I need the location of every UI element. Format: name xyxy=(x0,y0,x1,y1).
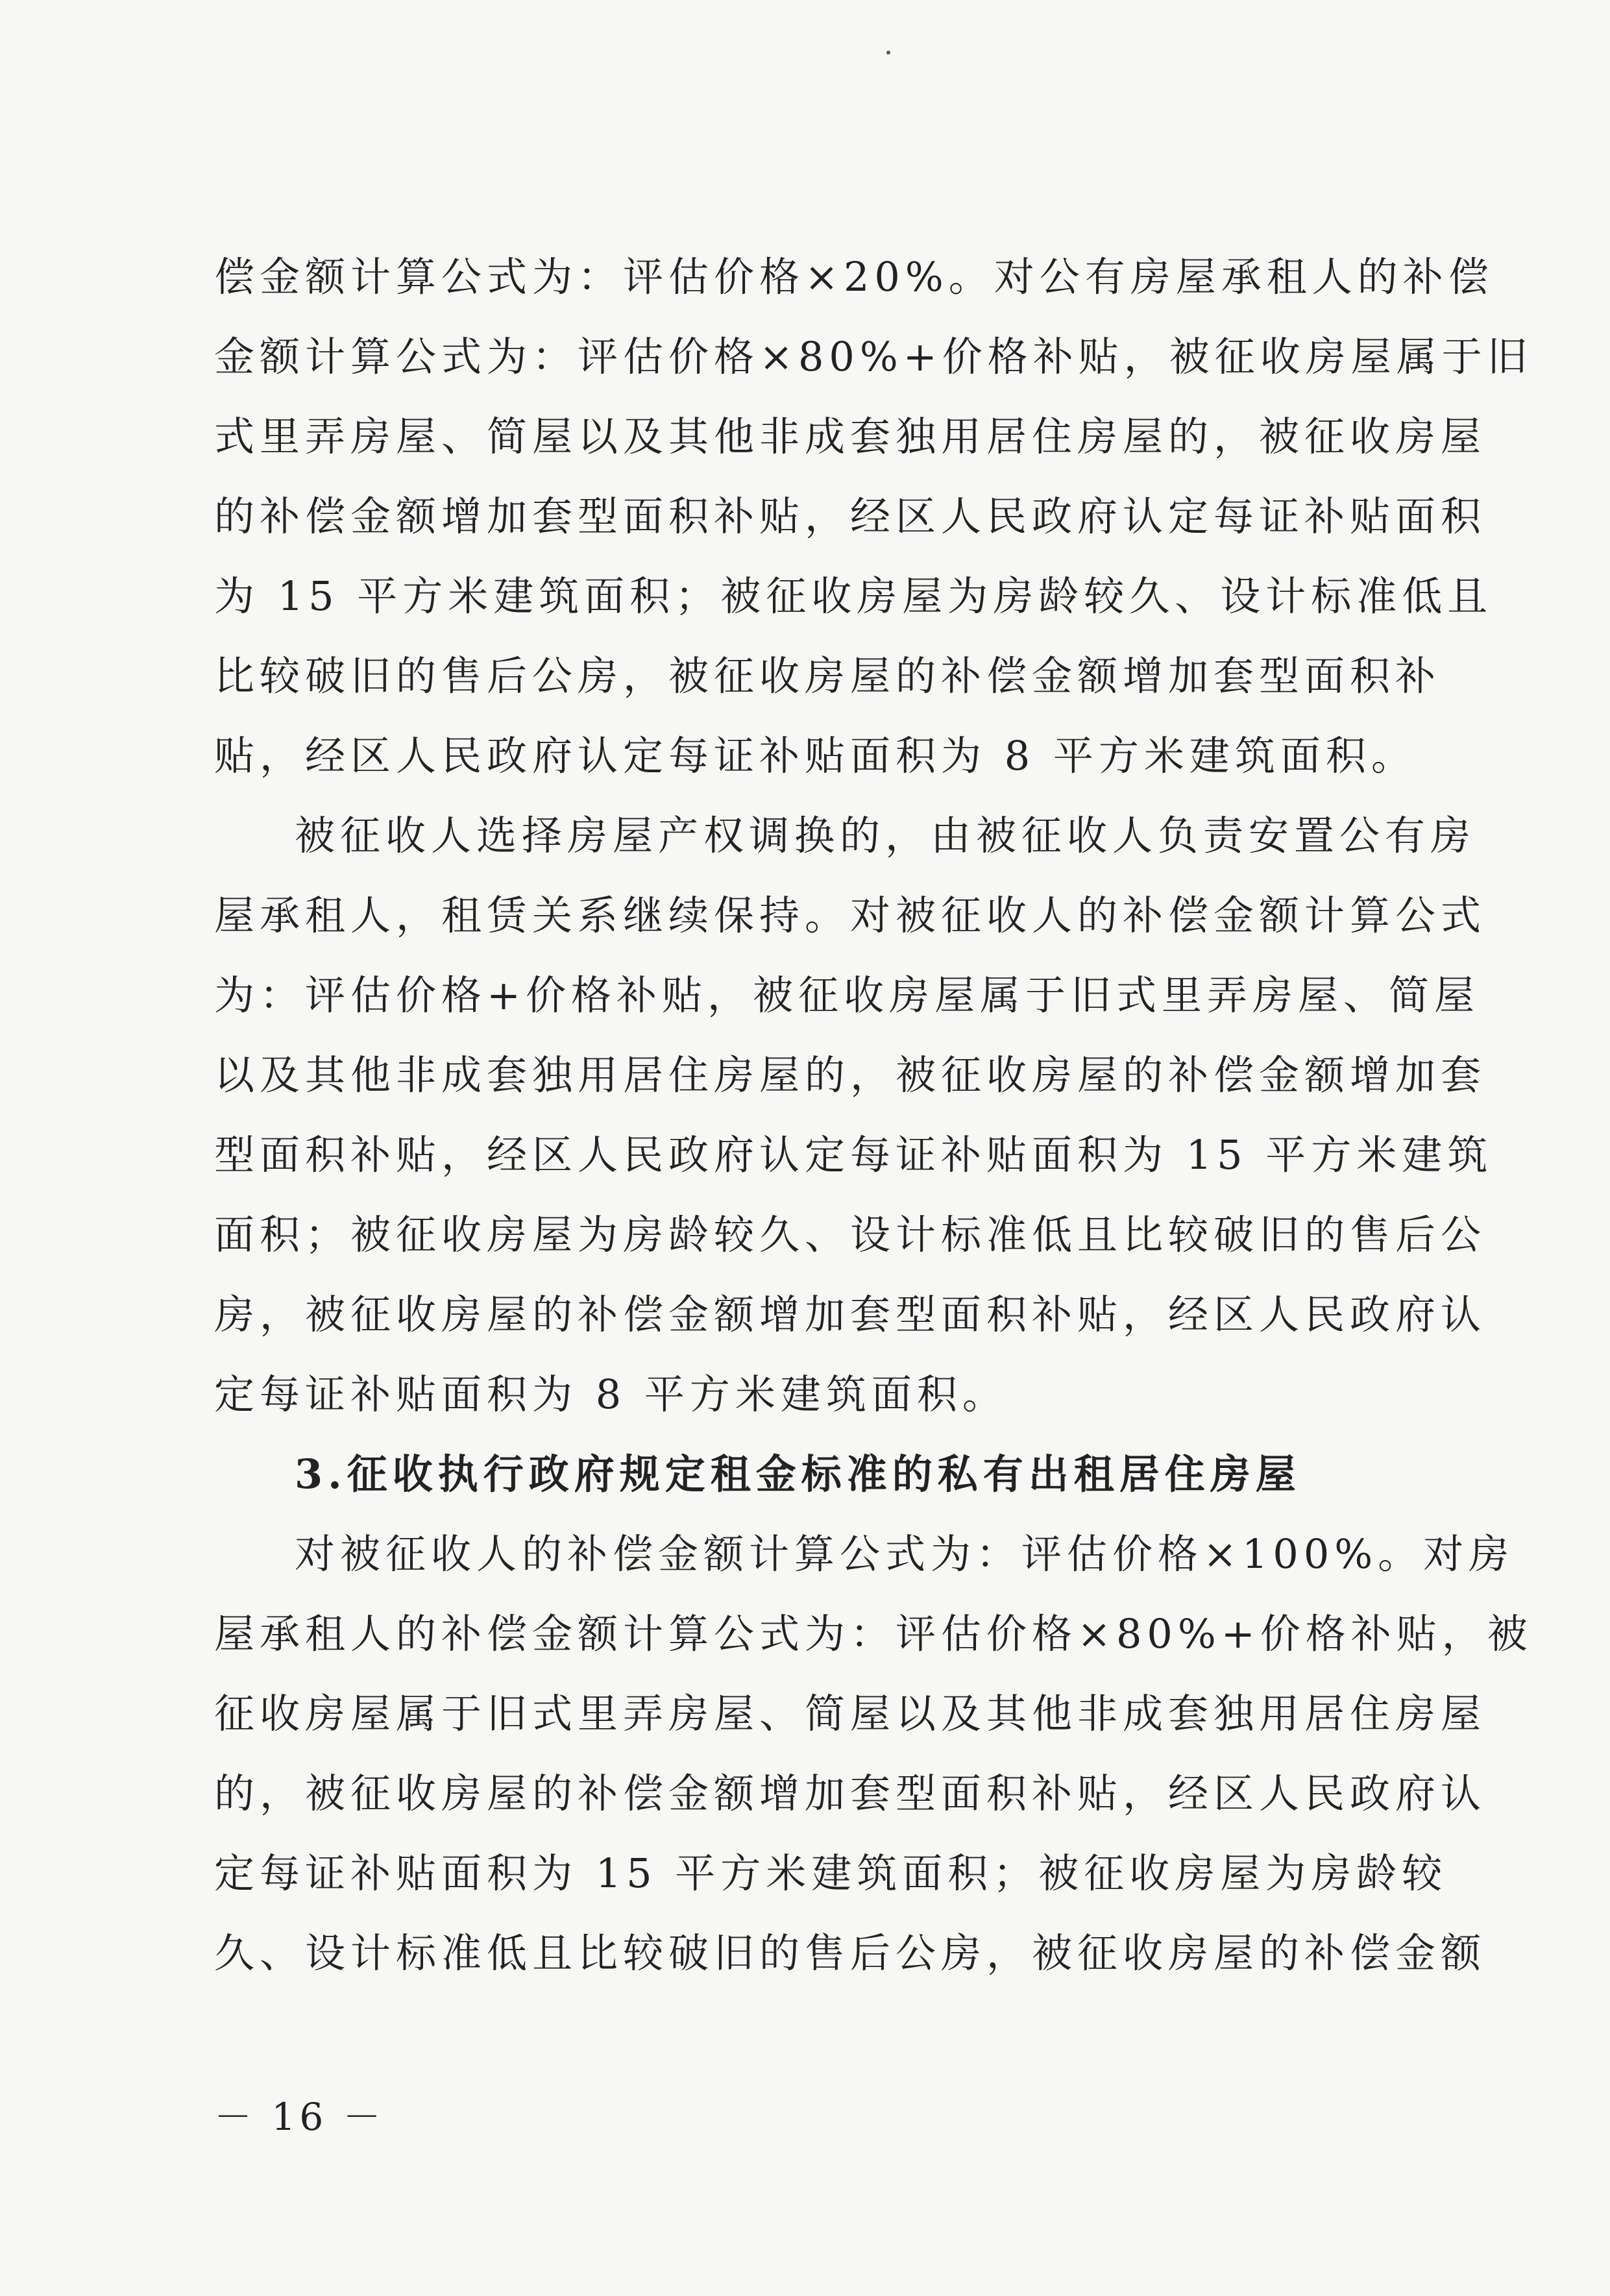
paragraph-line: 为：评估价格+价格补贴，被征收房屋属于旧式里弄房屋、简屋 xyxy=(214,971,1480,1019)
paragraph-line: 屋承租人，租赁关系继续保持。对被征收人的补偿金额计算公式 xyxy=(214,892,1487,939)
scan-speck xyxy=(886,51,890,55)
paragraph-line: 型面积补贴，经区人民政府认定每证补贴面积为 15 平方米建筑 xyxy=(214,1131,1493,1179)
paragraph-line: 的，被征收房屋的补偿金额增加套型面积补贴，经区人民政府认 xyxy=(214,1770,1487,1817)
paragraph-line: 式里弄房屋、简屋以及其他非成套独用居住房屋的，被征收房屋 xyxy=(214,413,1487,460)
body-text xyxy=(214,237,1533,1993)
paragraph-line: 被征收人选择房屋产权调换的，由被征收人负责安置公有房 xyxy=(295,812,1476,859)
paragraph-line: 比较破旧的售后公房，被征收房屋的补偿金额增加套型面积补 xyxy=(214,652,1441,700)
page-number: － 16 － xyxy=(214,2095,385,2139)
paragraph-line: 房，被征收房屋的补偿金额增加套型面积补贴，经区人民政府认 xyxy=(214,1291,1487,1338)
section-heading: 3.征收执行政府规定租金标准的私有出租居住房屋 xyxy=(295,1450,1301,1498)
paragraph-line: 久、设计标准低且比较破旧的售后公房，被征收房屋的补偿金额 xyxy=(214,1929,1487,1977)
paragraph-line: 征收房屋属于旧式里弄房屋、简屋以及其他非成套独用居住房屋 xyxy=(214,1690,1487,1737)
paragraph-line: 为 15 平方米建筑面积；被征收房屋为房龄较久、设计标准低且 xyxy=(214,572,1493,620)
paragraph-line: 定每证补贴面积为 15 平方米建筑面积；被征收房屋为房龄较 xyxy=(214,1850,1448,1897)
paragraph-line: 对被征收人的补偿金额计算公式为：评估价格×100%。对房 xyxy=(295,1530,1515,1578)
paragraph-line: 面积；被征收房屋为房龄较久、设计标准低且比较破旧的售后公 xyxy=(214,1211,1487,1258)
paragraph-line: 的补偿金额增加套型面积补贴，经区人民政府认定每证补贴面积 xyxy=(214,493,1487,540)
paragraph-line: 贴，经区人民政府认定每证补贴面积为 8 平方米建筑面积。 xyxy=(214,732,1417,779)
paragraph-line: 定每证补贴面积为 8 平方米建筑面积。 xyxy=(214,1371,1008,1418)
paragraph-line: 屋承租人的补偿金额计算公式为：评估价格×80%+价格补贴，被 xyxy=(214,1610,1533,1657)
paragraph-line: 金额计算公式为：评估价格×80%+价格补贴，被征收房屋属于旧 xyxy=(214,333,1533,380)
paragraph-line: 以及其他非成套独用居住房屋的，被征收房屋的补偿金额增加套 xyxy=(214,1051,1487,1099)
paragraph-line: 偿金额计算公式为：评估价格×20%。对公有房屋承租人的补偿 xyxy=(214,253,1494,300)
